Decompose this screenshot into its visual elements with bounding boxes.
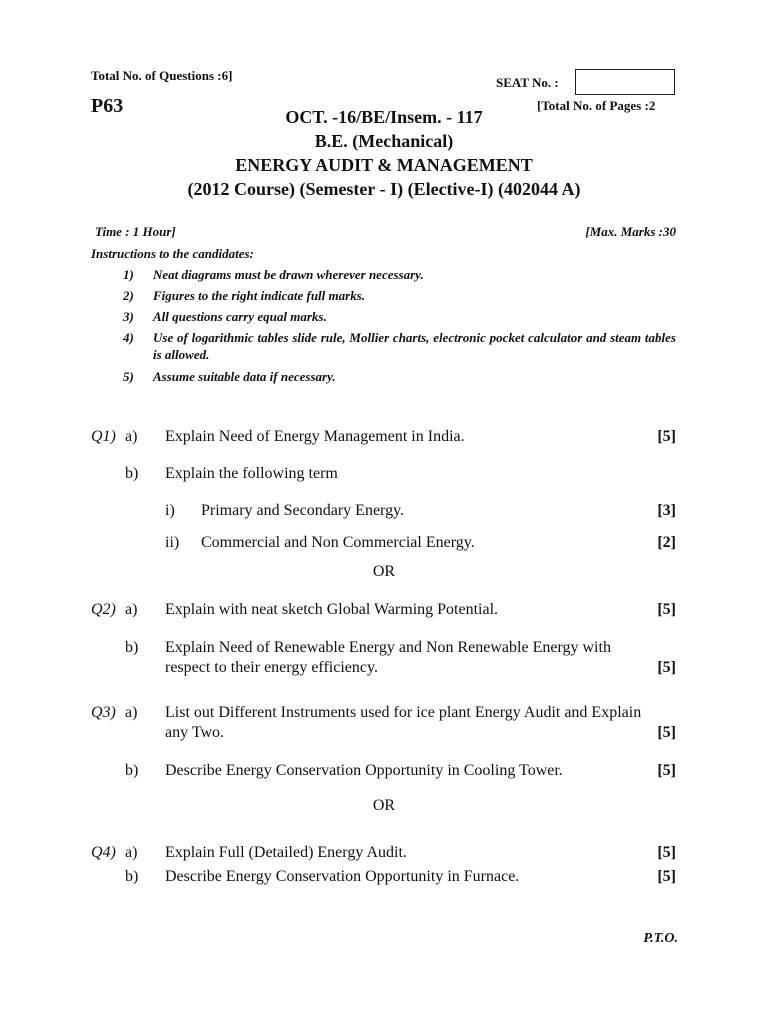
instruction-number: 4)	[123, 330, 134, 345]
marks-badge: [5]	[657, 844, 676, 861]
part-label: b)	[125, 762, 139, 779]
question-text: Explain the following term	[165, 465, 338, 482]
question-number: Q1)	[91, 428, 116, 445]
subject-title: ENERGY AUDIT & MANAGEMENT	[235, 155, 533, 175]
instruction-text: Assume suitable data if necessary.	[153, 369, 336, 384]
total-pages: [Total No. of Pages :2	[537, 98, 656, 113]
instruction-item	[123, 266, 676, 283]
part-label: a)	[125, 601, 138, 618]
instruction-number: 3)	[123, 309, 134, 324]
instruction-item	[123, 368, 676, 385]
question-4a	[91, 843, 676, 863]
pto-label: P.T.O.	[643, 931, 678, 946]
question-text: Primary and Secondary Energy.	[201, 502, 405, 519]
marks-badge: [5]	[657, 724, 676, 741]
instruction-text: All questions carry equal marks.	[153, 309, 327, 324]
question-number: Q2)	[91, 601, 116, 618]
part-label: b)	[125, 465, 139, 482]
marks-badge: [2]	[657, 534, 676, 551]
question-1b	[91, 464, 676, 484]
or-separator: OR	[372, 563, 396, 580]
question-text-continued: any Two.	[165, 724, 225, 741]
question-1b-i	[91, 501, 676, 521]
exam-code: OCT. -16/BE/Insem. - 117	[285, 107, 483, 127]
part-label: b)	[125, 868, 139, 885]
subpart-label: i)	[165, 502, 175, 519]
course-title: (2012 Course) (Semester - I) (Elective-I) (402044 A)	[187, 179, 581, 199]
question-1a	[91, 427, 676, 447]
or-separator: OR	[372, 797, 396, 814]
question-text: Explain with neat sketch Global Warming Potential.	[165, 601, 499, 618]
marks-badge: [5]	[657, 428, 676, 445]
marks-badge: [5]	[657, 762, 676, 779]
question-4b	[91, 867, 676, 887]
part-label: a)	[125, 844, 138, 861]
part-label: a)	[125, 704, 138, 721]
total-questions: Total No. of Questions :6]	[91, 68, 233, 83]
question-text: List out Different Instruments used for ice plant Energy Audit and Explain	[165, 704, 642, 721]
paper-code: P63	[91, 95, 124, 117]
degree-title: B.E. (Mechanical)	[314, 131, 454, 151]
subpart-label: ii)	[165, 534, 180, 551]
instruction-item	[123, 329, 676, 363]
seat-label: SEAT No. :	[496, 75, 559, 90]
instruction-item	[123, 308, 676, 325]
instruction-text: Neat diagrams must be drawn wherever necessary.	[153, 267, 424, 282]
marks-badge: [5]	[657, 659, 676, 676]
question-3b	[91, 761, 676, 781]
max-marks: [Max. Marks :30	[585, 224, 676, 239]
part-label: b)	[125, 639, 139, 656]
question-text-continued: respect to their energy efficiency.	[165, 659, 378, 676]
question-text: Explain Need of Energy Management in India.	[165, 428, 465, 445]
question-1b-ii	[91, 533, 676, 553]
marks-badge: [5]	[657, 868, 676, 885]
instruction-item	[123, 287, 676, 304]
marks-badge: [5]	[657, 601, 676, 618]
question-text: Explain Full (Detailed) Energy Audit.	[165, 844, 407, 861]
question-3a	[91, 703, 676, 743]
question-text: Describe Energy Conservation Opportunity in Cooling Tower.	[165, 762, 563, 779]
instruction-text: Use of logarithmic tables slide rule, Mollier charts, electronic pocket calculator and steam tables is allowed.	[153, 330, 676, 362]
question-number: Q4)	[91, 844, 116, 861]
instruction-text: Figures to the right indicate full marks.	[153, 288, 366, 303]
part-label: a)	[125, 428, 138, 445]
question-text: Describe Energy Conservation Opportunity in Furnace.	[165, 868, 520, 885]
question-2a	[91, 600, 676, 620]
instruction-number: 5)	[123, 369, 134, 384]
seat-number-box	[575, 69, 675, 95]
question-text: Explain Need of Renewable Energy and Non Renewable Energy with	[165, 639, 611, 656]
instructions-title: Instructions to the candidates:	[91, 246, 254, 261]
instruction-number: 2)	[123, 288, 134, 303]
instruction-number: 1)	[123, 267, 134, 282]
question-number: Q3)	[91, 704, 116, 721]
question-2b	[91, 638, 676, 678]
time-limit: Time : 1 Hour]	[95, 224, 176, 239]
question-text: Commercial and Non Commercial Energy.	[201, 534, 475, 551]
marks-badge: [3]	[657, 502, 676, 519]
